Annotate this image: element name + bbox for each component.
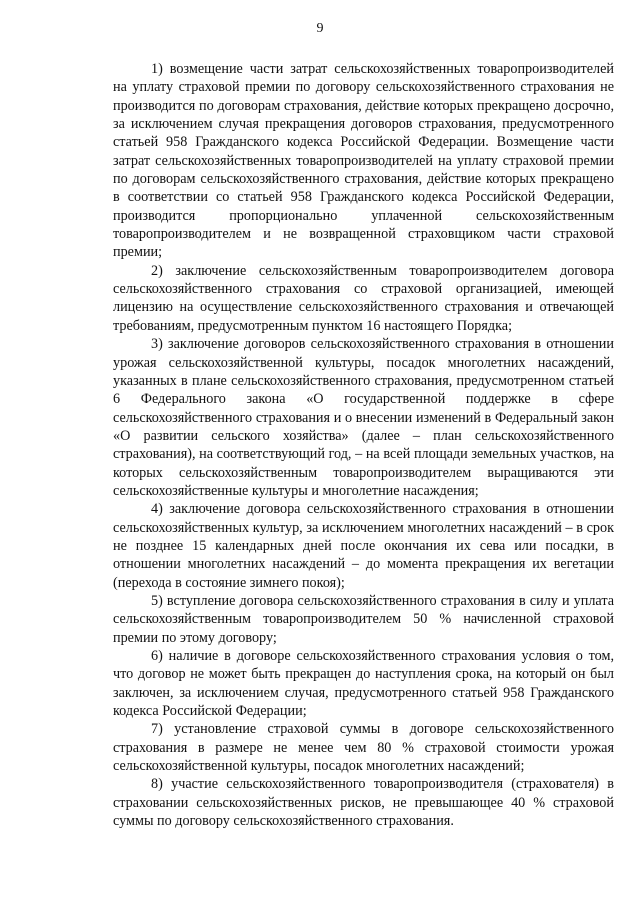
- page-number: 9: [316, 21, 324, 36]
- list-item-5: 5) вступление договора сельскохозяйственного страхования в силу и уплата сельскохозяйственным товаропроизводителем 50 % начисленной страховой премии по этому договору;: [113, 592, 614, 646]
- list-item-3: 3) заключение договоров сельскохозяйственного страхования в отношении урожая сельскохозяйственной культуры, посадок многолетних насаждений, указанных в плане сельскохозяйственного страхования, предусмотренном статьей 6 Федерального закона «О государственной поддержке в сфере сельскохозяйственного страхования и о внесении изменений в Федеральный закон «О развитии сельского хозяйства» (далее – план сельскохозяйственного страхования), на соответствующий год, – на всей площади земельных участков, на которых сельскохозяйственным товаропроизводителем выращиваются эти сельскохозяйственные культуры и многолетние насаждения;: [113, 336, 614, 499]
- list-item-1: 1) возмещение части затрат сельскохозяйственных товаропроизводителей на уплату страховой премии по договору сельскохозяйственного страхования не производится по договорам страхования, действие которых прекращено досрочно, за исключением случая прекращения договоров страхования, предусмотренного статьей 958 Гражданского кодекса Российской Федерации. Возмещение части затрат сельскохозяйственных товаропроизводителей на уплату страховой премии по договорам сельскохозяйственного страхования, действие которых прекращено в соответствии со статьей 958 Гражданского кодекса Российской Федерации, производится пропорционально уплаченной сельскохозяйственным товаропроизводителем и не возвращенной страховщиком части страховой премии;: [113, 61, 614, 261]
- document-body: [113, 60, 614, 830]
- list-item-7: 7) установление страховой суммы в договоре сельскохозяйственного страхования в размере не менее чем 80 % страховой стоимости урожая сельскохозяйственной культуры, посадок многолетних насаждений;: [113, 721, 614, 775]
- list-item-8: 8) участие сельскохозяйственного товаропроизводителя (страхователя) в страховании сельскохозяйственных рисков, не превышающее 40 % страховой суммы по договору сельскохозяйственного страхования.: [113, 776, 614, 830]
- list-item-2: 2) заключение сельскохозяйственным товаропроизводителем договора сельскохозяйственного страхования со страховой организацией, имеющей лицензию на осуществление сельскохозяйственного страхования и отвечающей требованиям, предусмотренным пунктом 16 настоящего Порядка;: [113, 262, 614, 334]
- list-item-4: 4) заключение договора сельскохозяйственного страхования в отношении сельскохозяйственных культур, за исключением многолетних насаждений – в срок не позднее 15 календарных дней после окончания их сева или посадки, в отношении многолетних насаждений – до момента прекращения их вегетации (перехода в состояние зимнего покоя);: [113, 501, 614, 591]
- list-item-6: 6) наличие в договоре сельскохозяйственного страхования условия о том, что договор не может быть прекращен до наступления срока, на который он был заключен, за исключением случая, предусмотренного статьей 958 Гражданского кодекса Российской Федерации;: [113, 648, 614, 720]
